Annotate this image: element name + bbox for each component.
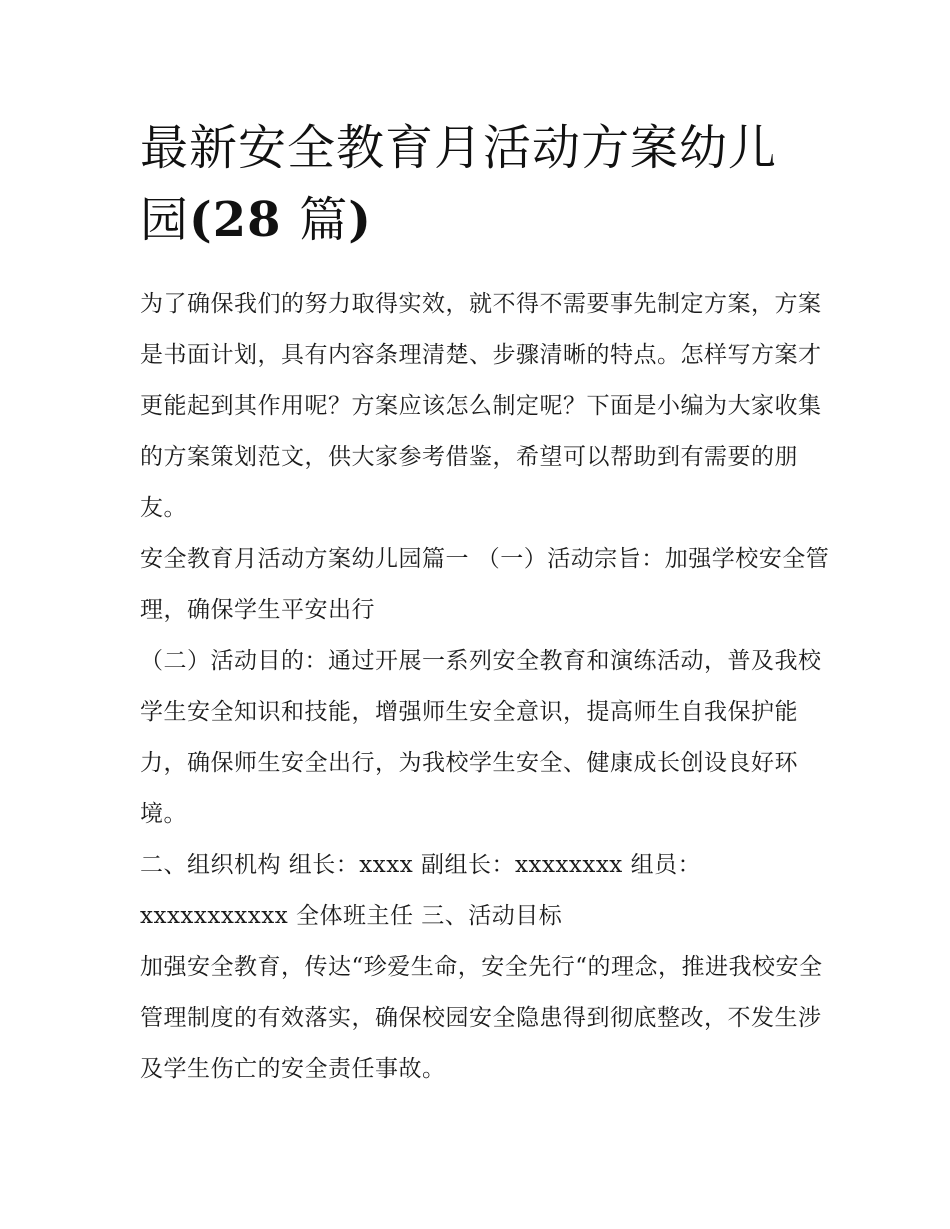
activity-goal-paragraph: 加强安全教育，传达“珍爱生命，安全先行“的理念，推进我校安全管理制度的有效落实，确保校园安全隐患得到彻底整改，不发生涉及学生伤亡的安全责任事故。 (140, 954, 823, 1082)
activity-purpose-paragraph: （二）活动目的：通过开展一系列安全教育和演练活动，普及我校学生安全知识和技能，增强师生安全意识，提高师生自我保护能力，确保师生安全出行，为我校学生安全、健康成长创设良好环境。 (140, 648, 822, 827)
title-count-unit: 篇 (299, 192, 349, 248)
document-title (140, 112, 820, 256)
title-text-continued: 园 (140, 192, 190, 248)
title-count-close: ) (348, 192, 372, 248)
title-count: (28 (189, 192, 300, 248)
title-text: 最新安全教育月活动方案幼儿 (140, 120, 778, 176)
organization-paragraph: 二、组织机构 组长：xxxx 副组长：xxxxxxxx 组员：xxxxxxxxxxx 全体班主任 三、活动目标 (140, 852, 702, 929)
section-one-paragraph: 安全教育月活动方案幼儿园篇一 （一）活动宗旨：加强学校安全管理，确保学生平安出行 (140, 546, 830, 623)
intro-paragraph: 为了确保我们的努力取得实效，就不得不需要事先制定方案，方案是书面计划，具有内容条理清楚、步骤清晰的特点。怎样写方案才更能起到其作用呢？方案应该怎么制定呢？下面是小编为大家收集的方案策划范文，供大家参考借鉴，希望可以帮助到有需要的朋友。 (140, 291, 822, 521)
document-body (140, 279, 830, 1095)
